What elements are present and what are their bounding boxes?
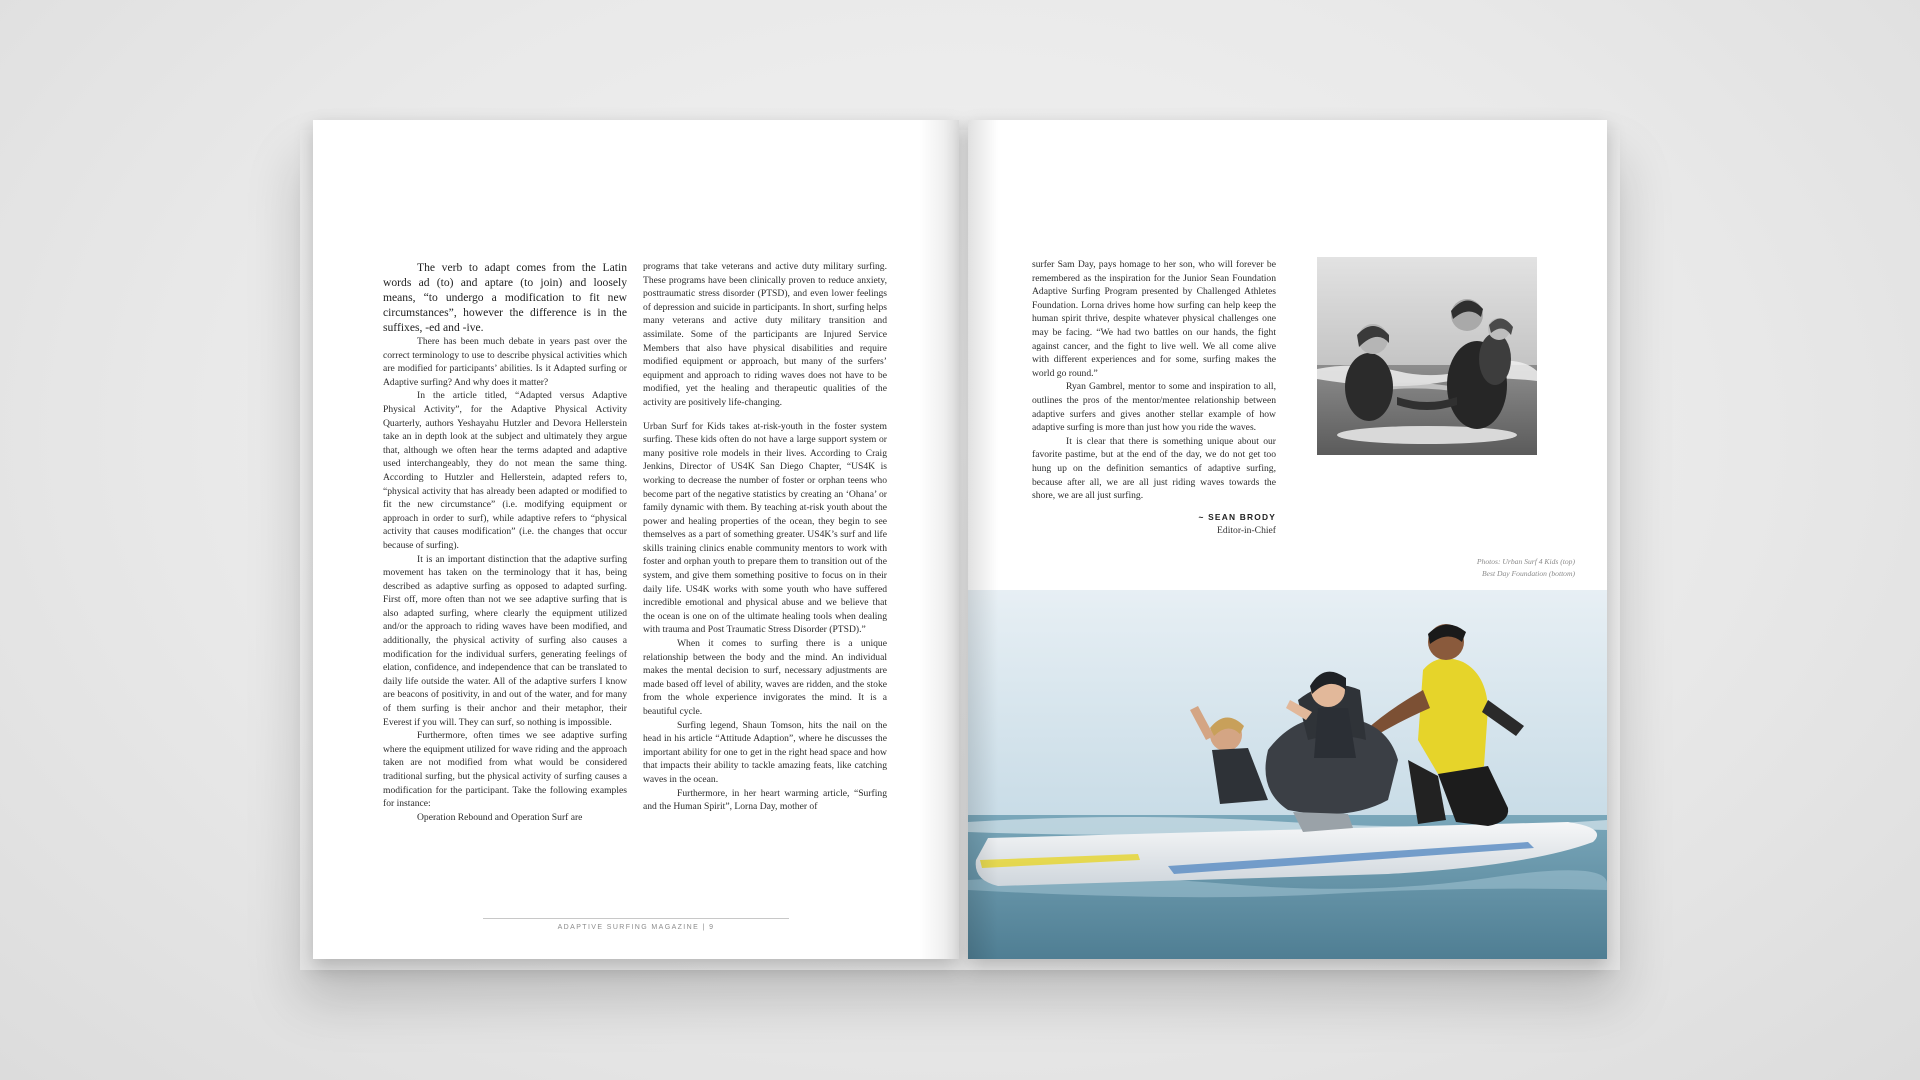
body-paragraph: There has been much debate in years past over the correct terminology to use to describe physical activities which are modified for participants’ abilities. Is it Adapted surfing or Adaptive surfing? And why does it matter? bbox=[383, 336, 627, 388]
bottom-photo bbox=[968, 590, 1607, 959]
lede-paragraph: The verb to adapt comes from the Latin words ad (to) and aptare (to join) and loosely means, “to undergo a modification to fit new circumstances”, however the difference is in the suffixes, -ed and -ive. bbox=[383, 261, 627, 334]
body-paragraph: Surfing legend, Shaun Tomson, hits the nail on the head in his article “Attitude Adaption”, where he discusses the important ability for one to get in the right head space and how that impacts their ability to tackle amazing feats, like catching waves in the ocean. bbox=[643, 719, 887, 785]
body-paragraph: When it comes to surfing there is a unique relationship between the body and the mind. An individual makes the mental decision to surf, necessary adjustments are made based off level of ability, waves are ridden, and the stoke from the whole experience invigorates the mind. It is a beautiful cycle. bbox=[643, 638, 887, 717]
page-footer: ADAPTIVE SURFING MAGAZINE | 9 bbox=[557, 924, 715, 931]
left-column-1 bbox=[383, 260, 627, 824]
signature bbox=[1032, 511, 1276, 538]
left-page bbox=[313, 120, 959, 959]
adaptive-surf-photo-illustration bbox=[968, 590, 1607, 959]
right-column bbox=[1032, 258, 1276, 538]
signature-name: ~ SEAN BRODY bbox=[1198, 511, 1276, 522]
body-paragraph: Ryan Gambrel, mentor to some and inspiration to all, outlines the pros of the mentor/mentee relationship between adaptive surfers and gives another stellar example of how adaptive surfing is more than just how you ride the waves. bbox=[1032, 381, 1276, 434]
left-column-2 bbox=[643, 260, 887, 814]
body-paragraph: Furthermore, often times we see adaptive surfing where the equipment utilized for wave riding and the approach taken are not modified from what would be considered traditional surfing, but the physical activity of surfing causes a modification for the participant. Take the following examples for instance: bbox=[383, 730, 627, 810]
signature-role: Editor-in-Chief bbox=[1217, 525, 1276, 537]
body-paragraph: Operation Rebound and Operation Surf are bbox=[417, 811, 583, 823]
photo-credit-bottom: Best Day Foundation (bottom) bbox=[1481, 569, 1575, 578]
body-paragraph: Furthermore, in her heart warming article, “Surfing and the Human Spirit”, Lorna Day, mother of bbox=[643, 787, 887, 813]
body-paragraph: surfer Sam Day, pays homage to her son, who will forever be remembered as the inspiration for the Junior Sean Foundation Adaptive Surfing Program presented by Challenged Athletes Foundation. Lorna drives home how surfing can help keep the human spirit thrive, despite whatever physical challenges one may be facing. “We had two battles on our hands, the fight against cancer, and the fight to live well. We all come alive with different experiences and for some, surfing makes the world go round.” bbox=[1032, 259, 1276, 379]
surf-mentor-photo-illustration bbox=[1317, 257, 1537, 455]
right-page bbox=[968, 120, 1607, 959]
photo-credit bbox=[1477, 556, 1575, 580]
footer-rule bbox=[483, 918, 789, 919]
photo-credit-top: Photos: Urban Surf 4 Kids (top) bbox=[1476, 557, 1575, 566]
top-photo bbox=[1317, 257, 1537, 455]
body-paragraph: It is clear that there is something unique about our favorite pastime, but at the end of the day, we do not get too hung up on the definition semantics of adaptive surfing, because after all, we are all just riding waves towards the shore, we are all just surfing. bbox=[1032, 435, 1276, 502]
body-paragraph: programs that take veterans and active duty military surfing. These programs have been clinically proven to reduce anxiety, posttraumatic stress disorder (PTSD), and even lower feelings of depression and suicide in participants. In short, surfing helps many veterans and active duty military transition and assimilate. Some of the participants are Injured Service Members that also have physical disabilities and require modified equipment or approach, but many of the surfers’ equipment and approach to riding waves does not have to be modified, yet the healing and therapeutic qualities of the activity are positively life-changing. bbox=[643, 261, 887, 408]
body-paragraph: It is an important distinction that the adaptive surfing movement has taken on the terminology that it has, being described as adaptive surfing as opposed to adapted surfing. First off, more often than not we see adaptive surfing that is also adapted surfing, where clearly the equipment utilized and/or the approach to riding waves have been modified, and additionally, the physical activity of surfing also causes a modification for the individual surfers, generating feelings of elation, confidence, and independence that can be translated to daily life outside the water. All of the adaptive surfers I know are beacons of positivity, in and out of the water, and for many of them surfing is their anchor and their metaphor, their Everest if you will. They can surf, so nothing is impossible. bbox=[383, 553, 627, 728]
body-paragraph: In the article titled, “Adapted versus Adaptive Physical Activity”, for the Adaptive Physical Activity Quarterly, authors Yeshayahu Hutzler and Devora Hellerstein take an in depth look at the subject and ultimately they argue that, although we often hear the terms adapted and adaptive used interchangeably, they do not mean the same thing. According to Hutzler and Hellerstein, adapted refers to, “physical activity that has already been adapted or modified to fit the new circumstance” (i.e. modifying equipment or approach in order to surf), while adaptive refers to “physical activity that causes modification” (i.e. the changes that occur because of surfing). bbox=[383, 390, 627, 551]
body-paragraph: Urban Surf for Kids takes at-risk-youth in the foster system surfing. These kids often do not have a large support system or many positive role models in their lives. According to Craig Jenkins, Director of US4K San Diego Chapter, “US4K is working to decrease the number of foster or orphan teens who become part of the negative statistics by creating an ‘Ohana’ or family dynamic with them. By teaching at-risk youth about the power and healing properties of the ocean, they begin to see themselves as a part of something greater. US4K’s surf and life skills training clinics enable community mentors to work with foster and orphan youth to prepare them to transition out of the system, and give them something positive to focus on in their daily life. US4K works with some youth who have suffered incredible emotional and physical abuse and we believe that the ocean is one on of the ultimate healing tools when dealing with trauma and Post Traumatic Stress Disorder (PTSD).” bbox=[643, 420, 887, 636]
